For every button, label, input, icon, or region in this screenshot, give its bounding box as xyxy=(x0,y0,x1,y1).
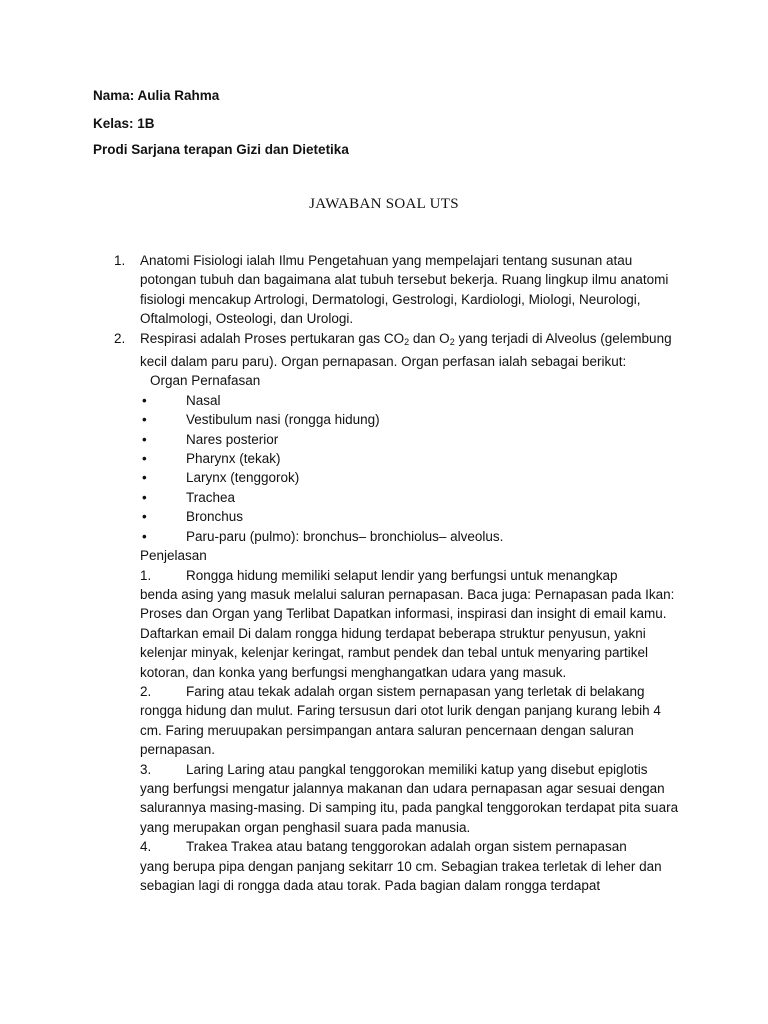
bullet-icon: • xyxy=(142,489,147,505)
subscript: 2 xyxy=(449,336,455,347)
answer-text-part: dan O xyxy=(409,330,450,346)
bullet-icon: • xyxy=(142,451,147,467)
explanation-heading: Penjelasan xyxy=(140,548,207,564)
answer-text: Anatomi Fisiologi ialah Ilmu Pengetahuan yang mempelajari tentang susunan atau potongan tubuh dan bagaimana alat tubuh tersebut bekerja. Ruang lingkup ilmu anatomi fisiologi mencakup Artrologi, Dermatologi, Gestrologi, Kardiologi, Miologi, Neurologi, Oftalmologi, Osteologi, dan Urologi. xyxy=(140,253,669,327)
student-class: Kelas: 1B xyxy=(93,116,155,131)
paragraph-number: 3. xyxy=(140,761,152,777)
answer-number: 2. xyxy=(114,330,126,346)
organ-list-item: • Nares posterior xyxy=(114,430,684,449)
paragraph-number: 2. xyxy=(140,683,152,699)
organ-list-item: • Pharynx (tekak) xyxy=(114,449,684,468)
answer-number: 1. xyxy=(114,253,126,268)
subscript: 2 xyxy=(404,336,410,347)
document-title: JAWABAN SOAL UTS xyxy=(309,196,459,212)
answer-text-part: yang terjadi di Alveolus (gelembung kecil dalam paru paru). Organ pernapasan. Organ perfasan ialah sebagai berikut: xyxy=(140,330,672,370)
organ-heading: Organ Pernafasan xyxy=(150,373,261,389)
answer-item-1 xyxy=(114,251,684,329)
organ-list-item: • Nasal xyxy=(114,391,684,410)
explanation-paragraph-3: 3. Laring Laring atau pangkal tenggorokan memiliki katup yang disebut epiglotis yang berfungsi mengatur jalannya makanan dan udara pernapasan agar sesuai dengan salurannya masing-masing. Di samping itu, pada pangkal tenggorokan terdapat pita suara yang merupakan organ penghasil suara pada manusia. xyxy=(140,761,679,835)
bullet-icon: • xyxy=(142,431,147,447)
paragraph-number: 1. xyxy=(140,567,152,583)
paragraph-number: 4. xyxy=(140,839,152,855)
answer-item-2 xyxy=(114,329,684,372)
organ-list-item: • Paru-paru (pulmo): bronchus– bronchiolus– alveolus. xyxy=(114,527,684,546)
explanation-paragraph-4: 4. Trakea Trakea atau batang tenggorokan adalah organ sistem pernapasan yang berupa pipa dengan panjang sekitarr 10 cm. Sebagian trakea terletak di leher dan sebagian lagi di rongga dada atau torak. Pada bagian dalam rongga terdapat xyxy=(140,839,662,893)
bullet-icon: • xyxy=(142,392,147,408)
explanation-paragraph-2: 2. Faring atau tekak adalah organ sistem pernapasan yang terletak di belakang rongga hidung dan mulut. Faring tersusun dari otot lurik dengan panjang kurang lebih 4 cm. Faring meruupakan persimpangan antara saluran pencernaan dengan saluran pernapasan. xyxy=(140,683,661,758)
bullet-icon: • xyxy=(142,470,147,486)
study-program: Prodi Sarjana terapan Gizi dan Dietetika xyxy=(93,142,349,157)
explanation-paragraph-1: 1. Rongga hidung memiliki selaput lendir yang berfungsi untuk menangkap benda asing yang masuk melalui saluran pernapasan. Baca juga: Pernapasan pada Ikan: Proses dan Organ yang Terlibat Dapatkan informasi, inspirasi dan insight di email kamu. Daftarkan email Di dalam rongga hidung terdapat beberapa struktur penyusun, yakni kelenjar minyak, kelenjar keringat, rambut pendek dan tebal untuk menyaring partikel kotoran, dan konka yang berfungsi menghangatkan udara yang masuk. xyxy=(140,567,675,680)
bullet-icon: • xyxy=(142,528,147,544)
answer-body xyxy=(114,251,684,895)
organ-list-item: • Larynx (tenggorok) xyxy=(114,468,684,487)
answer-text-part: Respirasi adalah Proses pertukaran gas CO xyxy=(140,330,405,346)
student-name: Nama: Aulia Rahma xyxy=(93,88,220,103)
bullet-icon: • xyxy=(142,509,147,525)
organ-list-item: • Trachea xyxy=(114,488,684,507)
organ-list-item: • Vestibulum nasi (rongga hidung) xyxy=(114,410,684,429)
organ-list-item: • Bronchus xyxy=(114,507,684,526)
bullet-icon: • xyxy=(142,412,147,428)
